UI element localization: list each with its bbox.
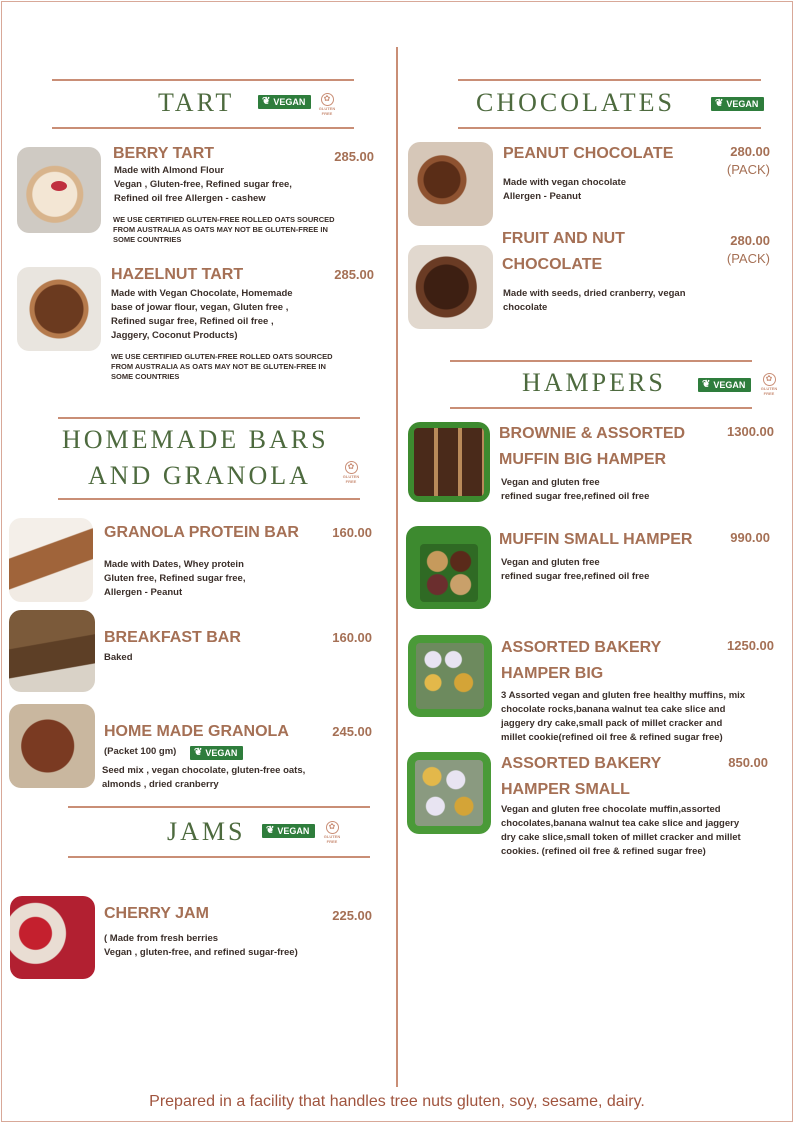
hamper-contents [414, 428, 484, 496]
fruit-and-nut-chocolate-image [408, 245, 493, 329]
muffin-small-hamper-image [406, 526, 491, 609]
item-price: 160.00 [332, 630, 372, 645]
berry-topping [51, 181, 67, 191]
section-title-tart: TART [158, 88, 235, 117]
wheat-icon: ✿ [321, 93, 334, 106]
leaf-icon: ❦ [262, 96, 271, 107]
item-description: Made with vegan chocolate Allergen - Peanut [503, 177, 626, 202]
item-description: Seed mix , vegan chocolate, gluten-free oats, almonds , dried cranberry [102, 765, 306, 790]
item-price: 280.00 (PACK) [726, 233, 770, 266]
oats-note: WE USE CERTIFIED GLUTEN-FREE ROLLED OATS SOURCED FROM AUSTRALIA AS OATS MAY NOT BE GLUTEN-FREE IN SOME COUNTRIES [113, 215, 335, 244]
item-description: 3 Assorted vegan and gluten free healthy muffins, mix chocolate rocks,banana walnut tea cake slice and jaggery dry cake,small pack of millet cracker and millet cookie(refined oil free & refined sugar free) [501, 690, 746, 743]
gluten-free-badge: ✿ GLUTEN FREE [760, 374, 778, 396]
section-title-chocolates: CHOCOLATES [476, 88, 676, 117]
item-name: GRANOLA PROTEIN BAR [104, 524, 299, 541]
cherry-jam-image [10, 896, 95, 979]
hazelnut-tart-image [17, 267, 101, 351]
item-price: 990.00 [730, 530, 770, 545]
section-title-hampers: HAMPERS [522, 368, 666, 397]
leaf-icon: ❦ [194, 747, 203, 758]
item-name: ASSORTED BAKERY HAMPER SMALL [501, 755, 662, 798]
vegan-badge: ❦ VEGAN [190, 746, 243, 760]
column-divider [396, 47, 398, 1087]
item-description: Vegan and gluten free refined sugar free,refined oil free [501, 477, 650, 502]
item-price: 280.00 (PACK) [726, 144, 770, 177]
home-made-granola-image [9, 704, 95, 788]
bars-rule-bottom [58, 498, 360, 500]
item-name: MUFFIN SMALL HAMPER [499, 531, 693, 548]
hamper-contents [416, 643, 484, 709]
item-name: ASSORTED BAKERY HAMPER BIG [501, 639, 662, 682]
item-name: PEANUT CHOCOLATE [503, 145, 674, 162]
wheat-icon: ✿ [345, 461, 358, 474]
item-name: HOME MADE GRANOLA [104, 723, 289, 740]
item-description: Baked [104, 652, 133, 663]
vegan-badge: ❦ VEGAN [698, 378, 751, 392]
item-name: HAZELNUT TART [111, 266, 244, 283]
leaf-icon: ❦ [266, 825, 275, 836]
section-title-granola: AND GRANOLA [88, 461, 311, 490]
jams-rule-bottom [68, 856, 370, 858]
wheat-icon: ✿ [763, 373, 776, 386]
item-name: CHERRY JAM [104, 905, 209, 922]
gluten-free-badge: ✿ GLUTEN FREE [342, 462, 360, 484]
item-name: BERRY TART [113, 145, 215, 162]
item-description: Made with Vegan Chocolate, Homemade base of jowar flour, vegan, Gluten free , Refined sugar free, Refined oil free , Jaggery, Coconut Products) [111, 288, 293, 341]
item-description: Vegan and gluten free refined sugar free,refined oil free [501, 557, 650, 582]
item-name: FRUIT AND NUT CHOCOLATE [502, 230, 625, 273]
wheat-icon: ✿ [326, 821, 339, 834]
item-price: 285.00 [334, 267, 374, 282]
item-description: Vegan and gluten free chocolate muffin,assorted chocolates,banana walnut tea cake slice and jaggery dry cake slice,small token of millet cracker and millet cookies. (refined oil free & refined sugar free) [501, 804, 741, 857]
section-title-jams: JAMS [167, 817, 246, 846]
item-price: 160.00 [332, 525, 372, 540]
item-description: Made with seeds, dried cranberry, vegan chocolate [503, 288, 686, 313]
item-price: 285.00 [334, 149, 374, 164]
item-description: ( Made from fresh berries Vegan , gluten-free, and refined sugar-free) [104, 933, 298, 958]
item-price: 1250.00 [727, 638, 774, 653]
granola-protein-bar-image [9, 518, 93, 602]
hampers-rule-top [450, 360, 752, 362]
leaf-icon: ❦ [702, 379, 711, 390]
tart-rule-bottom [52, 127, 354, 129]
item-price: 1300.00 [727, 424, 774, 439]
item-price: 850.00 [728, 755, 768, 770]
bakery-hamper-big-image [408, 635, 492, 717]
breakfast-bar-image [9, 610, 95, 692]
item-name: BREAKFAST BAR [104, 629, 241, 646]
brownie-hamper-image [408, 422, 490, 502]
gluten-free-badge: ✿ GLUTEN FREE [323, 822, 341, 844]
item-description: Made with Dates, Whey protein Gluten free, Refined sugar free, Allergen - Peanut [104, 559, 246, 598]
hampers-rule-bottom [450, 407, 752, 409]
vegan-badge: ❦ VEGAN [262, 824, 315, 838]
vegan-badge: ❦ VEGAN [711, 97, 764, 111]
leaf-icon: ❦ [715, 98, 724, 109]
item-price: 245.00 [332, 724, 372, 739]
berry-tart-image [17, 147, 101, 233]
oats-note: WE USE CERTIFIED GLUTEN-FREE ROLLED OATS SOURCED FROM AUSTRALIA AS OATS MAY NOT BE GLUTEN-FREE IN SOME COUNTRIES [111, 352, 333, 381]
chocolates-rule-top [458, 79, 761, 81]
item-name: BROWNIE & ASSORTED MUFFIN BIG HAMPER [499, 425, 686, 468]
item-pack-size: (Packet 100 gm) [104, 746, 177, 757]
gluten-free-badge: ✿ GLUTEN FREE [318, 94, 336, 116]
section-title-bars: HOMEMADE BARS [62, 425, 329, 454]
item-description: Made with Almond Flour Vegan , Gluten-free, Refined sugar free, Refined oil free Allergen - cashew [114, 165, 292, 204]
tart-rule-top [52, 79, 354, 81]
bakery-hamper-small-image [407, 752, 491, 834]
item-price: 225.00 [332, 908, 372, 923]
bars-rule-top [58, 417, 360, 419]
hamper-contents [415, 760, 483, 826]
vegan-badge: ❦ VEGAN [258, 95, 311, 109]
jams-rule-top [68, 806, 370, 808]
chocolates-rule-bottom [458, 127, 761, 129]
allergen-footer: Prepared in a facility that handles tree nuts gluten, soy, sesame, dairy. [149, 1093, 645, 1110]
hamper-contents [420, 544, 478, 602]
peanut-chocolate-image [408, 142, 493, 226]
